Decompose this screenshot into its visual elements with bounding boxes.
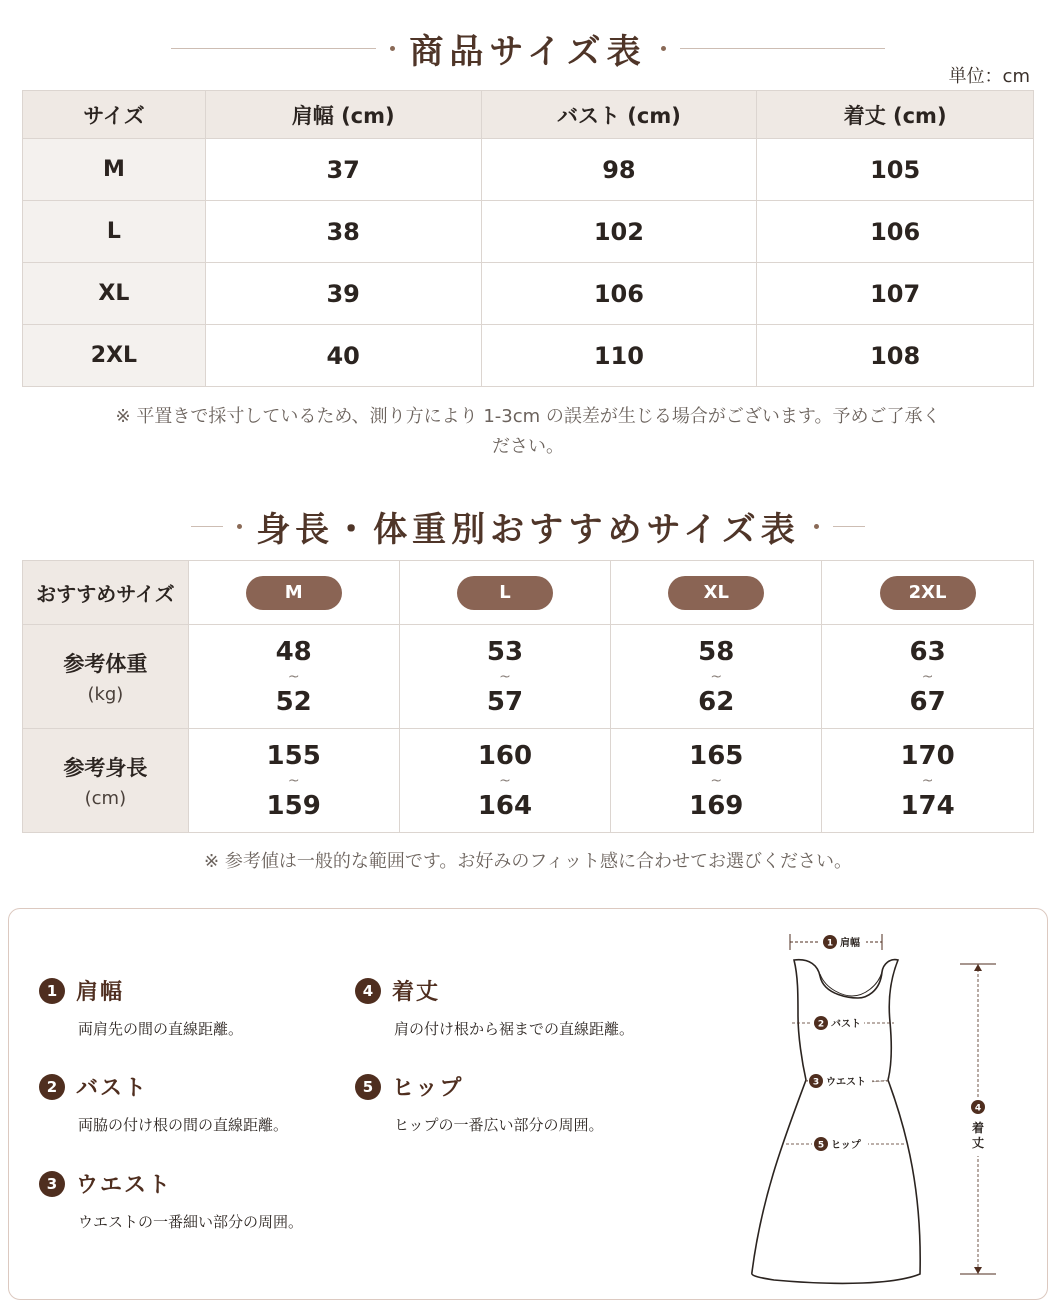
range-min: 63 (909, 636, 946, 667)
table-row (23, 263, 1034, 325)
guide-item-hip (355, 1071, 604, 1135)
range-max: 57 (486, 686, 524, 717)
hip-diagram-label: ヒップ (831, 1140, 861, 1151)
length-arrow-top (974, 964, 982, 971)
title-rule-right (680, 48, 885, 49)
range-tilde: ~ (921, 668, 934, 685)
weight-range-cell (188, 625, 399, 729)
guide-item-shoulder (39, 975, 243, 1039)
title-rule-left (171, 48, 376, 49)
waist-diagram-label: ウエスト (826, 1077, 866, 1088)
recommend-chart-title-bar (0, 502, 1056, 550)
table-row (23, 139, 1034, 201)
shoulder-cell: 38 (205, 201, 481, 263)
recommend-chart-title: 身長・体重別おすすめサイズ表 (256, 509, 800, 550)
table-row (23, 325, 1034, 387)
guide-desc: 両脇の付け根の間の直線距離。 (78, 1116, 289, 1134)
guide-title: ヒップ (392, 1076, 464, 1101)
table-row (23, 201, 1034, 263)
height-range-cell (822, 729, 1034, 833)
range-tilde: ~ (710, 772, 723, 789)
unit-label: 単位：cm (948, 66, 1030, 87)
size-chart-note-line1: ※ 平置きで採寸しているため、測り方により 1-3cm の誤差が生じる場合がございます。予めご了承く (115, 406, 941, 427)
range-min: 58 (698, 636, 735, 667)
weight-unit: (kg) (87, 684, 124, 705)
size-cell: L (23, 201, 206, 263)
length-cell: 106 (757, 201, 1034, 263)
height-range-cell (611, 729, 822, 833)
range-min: 155 (266, 740, 321, 771)
size-cell: XL (23, 263, 206, 325)
size-pill-cell (399, 561, 611, 625)
header-size: サイズ (23, 91, 206, 139)
length-cell: 105 (757, 139, 1034, 201)
size-table-header-row (23, 91, 1034, 139)
size-chart-title: 商品サイズ表 (409, 31, 647, 72)
guide-title: 着丈 (392, 980, 441, 1005)
shoulder-cell: 39 (205, 263, 481, 325)
length-diagram-label-2: 丈 (971, 1136, 985, 1150)
title-dot-left (237, 524, 242, 529)
bust-cell: 98 (481, 139, 757, 201)
guide-item-length (355, 975, 634, 1039)
header-shoulder: 肩幅 (cm) (205, 91, 481, 139)
weight-range-cell (611, 625, 822, 729)
guide-title: ウエスト (76, 1173, 173, 1198)
size-cell: M (23, 139, 206, 201)
range-tilde: ~ (287, 668, 300, 685)
shoulder-diagram-label: 肩幅 (840, 938, 860, 949)
size-cell: 2XL (23, 325, 206, 387)
guide-title: 肩幅 (76, 980, 125, 1005)
size-chart-note-line2: ださい。 (492, 436, 564, 457)
range-tilde: ~ (287, 772, 300, 789)
number-badge: 1 (39, 978, 65, 1004)
range-max: 164 (477, 790, 533, 821)
bust-cell: 110 (481, 325, 757, 387)
size-pill-l: L (457, 576, 553, 610)
range-max: 67 (909, 686, 946, 717)
weight-row (23, 625, 1034, 729)
guide-title: バスト (76, 1076, 149, 1101)
height-unit: (cm) (84, 788, 127, 809)
badge-5-text: 5 (817, 1140, 825, 1151)
title-rule-right (833, 526, 865, 527)
guide-desc: 両肩先の間の直線距離。 (78, 1020, 244, 1038)
shoulder-cell: 37 (205, 139, 481, 201)
guide-desc: ヒップの一番広い部分の周囲。 (394, 1116, 604, 1134)
recommend-chart-note: ※ 参考値は一般的な範囲です。お好みのフィット感に合わせてお選びください。 (204, 851, 852, 872)
guide-desc: ウエストの一番細い部分の周囲。 (78, 1213, 304, 1231)
length-arrow-bottom (974, 1267, 982, 1274)
badge-4-text: 4 (974, 1103, 982, 1114)
dress-measurement-diagram (740, 924, 1020, 1290)
range-min: 165 (689, 740, 744, 771)
height-range-cell (188, 729, 399, 833)
size-pill-cell (611, 561, 822, 625)
length-cell: 108 (757, 325, 1034, 387)
length-cell: 107 (757, 263, 1034, 325)
badge-1-text: 1 (826, 938, 834, 949)
height-range-cell (399, 729, 611, 833)
range-min: 160 (477, 740, 533, 771)
range-max: 174 (900, 790, 955, 821)
badge-2-text: 2 (817, 1019, 825, 1030)
length-diagram-label-1: 着 (971, 1121, 985, 1135)
header-bust: バスト (cm) (481, 91, 757, 139)
range-max: 62 (698, 686, 735, 717)
number-badge: 5 (355, 1074, 381, 1100)
height-row-header (23, 729, 189, 833)
range-tilde: ~ (499, 668, 511, 685)
size-chart-title-bar (0, 24, 1056, 72)
title-dot-left (390, 46, 395, 51)
size-pill-xl: XL (668, 576, 764, 610)
recommend-header-row (23, 561, 1034, 625)
bust-cell: 102 (481, 201, 757, 263)
height-row (23, 729, 1034, 833)
title-dot-right (814, 524, 819, 529)
size-chart-note (40, 402, 1016, 462)
range-tilde: ~ (710, 668, 723, 685)
guide-item-waist (39, 1168, 303, 1232)
title-rule-left (191, 526, 223, 527)
range-tilde: ~ (921, 772, 934, 789)
title-dot-right (661, 46, 666, 51)
size-pill-cell (822, 561, 1034, 625)
dress-outline (752, 960, 920, 1284)
weight-label: 参考体重 (63, 652, 148, 676)
number-badge: 4 (355, 978, 381, 1004)
range-min: 170 (900, 740, 955, 771)
range-min: 53 (486, 636, 524, 667)
number-badge: 3 (39, 1171, 65, 1197)
badge-3-text: 3 (812, 1077, 820, 1088)
bust-cell: 106 (481, 263, 757, 325)
bust-diagram-label: バスト (831, 1019, 861, 1030)
recommend-chart-table (22, 560, 1034, 833)
shoulder-cell: 40 (205, 325, 481, 387)
number-badge: 2 (39, 1074, 65, 1100)
size-pill-cell (188, 561, 399, 625)
range-tilde: ~ (499, 772, 511, 789)
guide-desc: 肩の付け根から裾までの直線距離。 (394, 1020, 635, 1038)
height-label: 参考身長 (63, 756, 148, 780)
recommend-corner-label: おすすめサイズ (23, 561, 189, 625)
size-pill-m: M (246, 576, 342, 610)
range-min: 48 (275, 636, 312, 667)
range-max: 52 (275, 686, 312, 717)
range-max: 169 (689, 790, 744, 821)
weight-range-cell (399, 625, 611, 729)
size-chart-table (22, 90, 1034, 387)
header-length: 着丈 (cm) (757, 91, 1034, 139)
range-max: 159 (266, 790, 321, 821)
size-pill-2xl: 2XL (880, 576, 976, 610)
guide-item-bust (39, 1071, 288, 1135)
weight-range-cell (822, 625, 1034, 729)
weight-row-header (23, 625, 189, 729)
